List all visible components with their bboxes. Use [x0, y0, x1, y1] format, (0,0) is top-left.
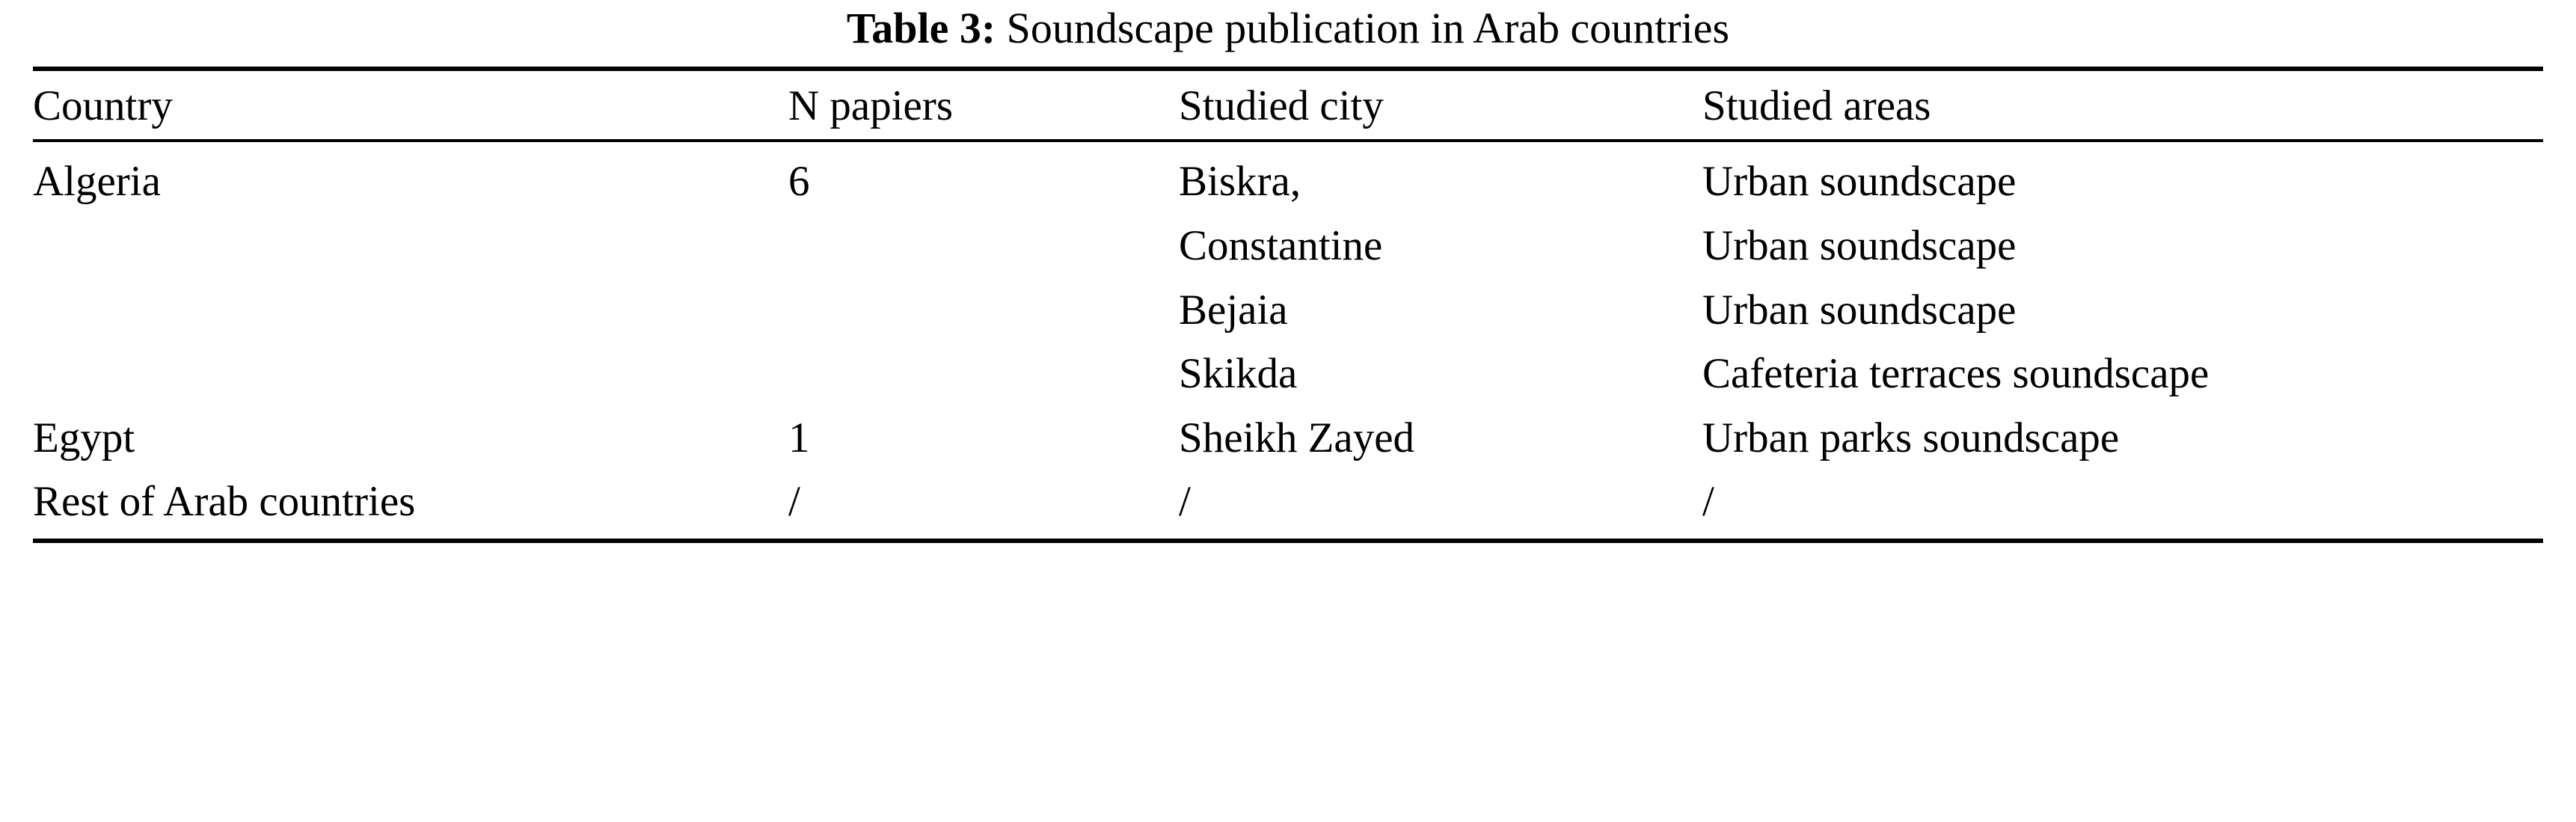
cell-studied-city: Biskra, [1179, 158, 1301, 206]
cell-studied-areas: Urban parks soundscape [1702, 414, 2120, 461]
table-row [33, 141, 2543, 214]
table-row [33, 214, 2543, 278]
cell-studied-areas: Cafeteria terraces soundscape [1702, 350, 2209, 398]
cell-studied-areas: Urban soundscape [1702, 158, 2017, 206]
table-row [33, 278, 2543, 343]
table-body [33, 141, 2543, 540]
cell-country [33, 342, 788, 406]
table-caption-label: Table 3: [846, 4, 996, 52]
cell-country: Algeria [33, 158, 161, 206]
cell-n-papiers: 1 [788, 414, 810, 461]
cell-studied-city: Constantine [1179, 221, 1383, 269]
table-caption-text: Soundscape publication in Arab countries [1006, 4, 1730, 52]
cell-studied-city: Bejaia [1179, 286, 1288, 334]
cell-country [33, 278, 788, 343]
cell-n-papiers [788, 342, 1179, 406]
cell-n-papiers [788, 278, 1179, 343]
table-row [33, 342, 2543, 406]
column-header-studied-areas: Studied areas [1702, 82, 1931, 129]
cell-n-papiers: 6 [788, 158, 810, 206]
cell-country: Rest of Arab countries [33, 478, 416, 526]
column-header-studied-city: Studied city [1179, 82, 1384, 129]
cell-studied-areas: Urban soundscape [1702, 221, 2017, 269]
column-header-country: Country [33, 82, 173, 129]
cell-studied-areas: Urban soundscape [1702, 286, 2017, 334]
cell-studied-city: Sheikh Zayed [1179, 414, 1415, 461]
cell-n-papiers: / [788, 478, 800, 526]
table-header-row [33, 69, 2543, 141]
cell-n-papiers [788, 214, 1179, 278]
soundscape-publication-table [33, 67, 2543, 543]
cell-country: Egypt [33, 414, 135, 461]
cell-studied-city: / [1179, 478, 1191, 526]
cell-studied-areas: / [1702, 478, 1714, 526]
cell-studied-city: Skikda [1179, 350, 1298, 398]
column-header-n-papiers: N papiers [788, 82, 954, 129]
table-row [33, 470, 2543, 541]
cell-country [33, 214, 788, 278]
table-header [33, 69, 2543, 141]
table-row [33, 406, 2543, 470]
table-caption [33, 0, 2543, 67]
